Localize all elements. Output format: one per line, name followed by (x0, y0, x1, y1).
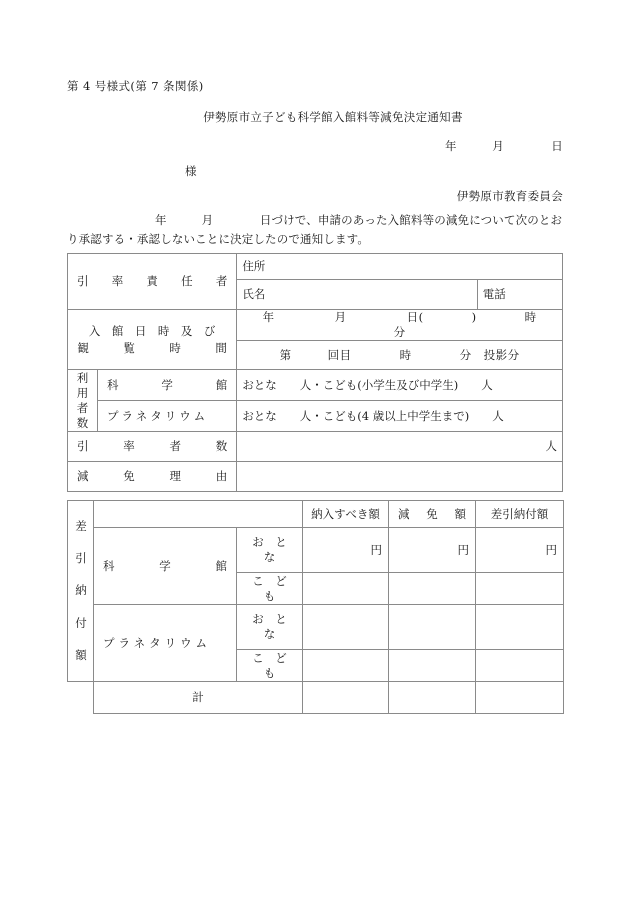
label-name: 氏名 (242, 287, 266, 301)
field-users-science-museum[interactable] (237, 370, 563, 401)
table-row-leader-address (68, 254, 563, 280)
label-facility-planetarium: プラネタリウム (98, 401, 237, 432)
header-blank-corner (94, 501, 303, 528)
label-total: 計 (94, 682, 303, 714)
label-visit-datetime-line2: 観 覧 時 間 (77, 340, 227, 355)
value-show-time: 第 回目 時 分 投影分 (279, 347, 520, 362)
table-row-amount-planetarium-adult (68, 605, 564, 650)
label-reduction-reason: 減 免 理 由 (68, 462, 237, 492)
field-payable-total[interactable] (303, 682, 389, 714)
value-visit-datetime: 年 月 日( ) 時 分 (262, 310, 585, 339)
label-leader-count: 引 率 者 数 (68, 432, 237, 462)
applicant-details-table (67, 253, 585, 492)
table-row-users-science (68, 370, 563, 401)
label-visit-datetime (68, 310, 237, 370)
body-paragraph-line1: 年 月 日づけで、申請のあった入館料等の減免について次のとお (155, 213, 563, 227)
header-payable-amount: 納入すべき額 (303, 501, 389, 528)
label-net-payment-chars: 差 引 納 付 額 (74, 519, 88, 663)
field-leader-count[interactable] (237, 432, 563, 462)
field-reduction-total[interactable] (389, 682, 476, 714)
label-visit-datetime-line1: 入 館 日 時 及 び (88, 323, 216, 338)
table-row-amount-total (68, 682, 564, 714)
unit-yen-payable: 円 (370, 543, 382, 557)
field-show-time[interactable] (237, 341, 563, 370)
table-row-reduction-reason (68, 462, 563, 492)
label-amount-facility-science: 科 学 館 (94, 528, 237, 605)
body-paragraph-line2: り承認する・承認しないことに決定したので通知します。 (67, 232, 369, 246)
issue-date-line: 年 月 日 (445, 139, 563, 153)
field-net-total[interactable] (476, 682, 564, 714)
field-payable-science-adult[interactable] (303, 528, 389, 573)
document-title: 伊勢原市立子ども科学館入館料等減免決定通知書 (203, 110, 463, 124)
label-phone: 電話 (482, 287, 506, 301)
field-net-science-adult[interactable] (476, 528, 564, 573)
label-facility-science-museum: 科 学 館 (98, 370, 237, 401)
field-name[interactable] (237, 280, 477, 310)
table-row-visit-datetime (68, 310, 563, 341)
field-reduction-planetarium-child[interactable] (389, 650, 476, 682)
field-net-planetarium-adult[interactable] (476, 605, 564, 650)
label-category-child-science: こ ど も (237, 573, 303, 605)
label-address: 住所 (242, 259, 266, 273)
form-number: 第 4 号様式(第 7 条関係) (67, 79, 204, 93)
label-net-payment-vertical (68, 501, 94, 682)
field-phone[interactable] (477, 280, 562, 310)
field-net-planetarium-child[interactable] (476, 650, 564, 682)
field-reduction-reason[interactable] (237, 462, 563, 492)
label-leader-responsible (68, 254, 237, 310)
issuing-authority: 伊勢原市教育委員会 (456, 189, 563, 203)
unit-people: 人 (545, 439, 557, 453)
field-payable-planetarium-child[interactable] (303, 650, 389, 682)
field-reduction-planetarium-adult[interactable] (389, 605, 476, 650)
field-reduction-science-child[interactable] (389, 573, 476, 605)
table-row-leader-count (68, 432, 563, 462)
unit-yen-net: 円 (545, 543, 557, 557)
value-users-planetarium: おとな 人・こども(4 歳以上中学生まで) 人 (242, 408, 504, 423)
field-payable-science-child[interactable] (303, 573, 389, 605)
field-users-planetarium[interactable] (237, 401, 563, 432)
label-category-adult-science: お と な (237, 528, 303, 573)
value-users-science-museum: おとな 人・こども(小学生及び中学生) 人 (242, 377, 493, 392)
unit-yen-reduction: 円 (457, 543, 469, 557)
field-net-science-child[interactable] (476, 573, 564, 605)
body-paragraph (67, 211, 563, 249)
label-category-adult-planetarium: お と な (237, 605, 303, 650)
table-row-amount-header (68, 501, 564, 528)
label-category-child-planetarium: こ ど も (237, 650, 303, 682)
header-reduction-amount: 減 免 額 (389, 501, 476, 528)
label-leader-responsible-chars: 引 率 責 任 者 (77, 274, 228, 288)
field-payable-planetarium-adult[interactable] (303, 605, 389, 650)
label-amount-facility-planetarium: プラネタリウム (94, 605, 237, 682)
label-user-count: 利用者数 (68, 370, 98, 432)
header-net-amount: 差引納付額 (476, 501, 564, 528)
addressee-honorific: 様 (185, 164, 197, 178)
field-reduction-science-adult[interactable] (389, 528, 476, 573)
field-address[interactable] (237, 254, 563, 280)
table-row-users-planetarium (68, 401, 563, 432)
table-row-amount-science-adult (68, 528, 564, 573)
payment-amount-table (67, 500, 564, 714)
field-visit-datetime[interactable] (237, 310, 585, 341)
